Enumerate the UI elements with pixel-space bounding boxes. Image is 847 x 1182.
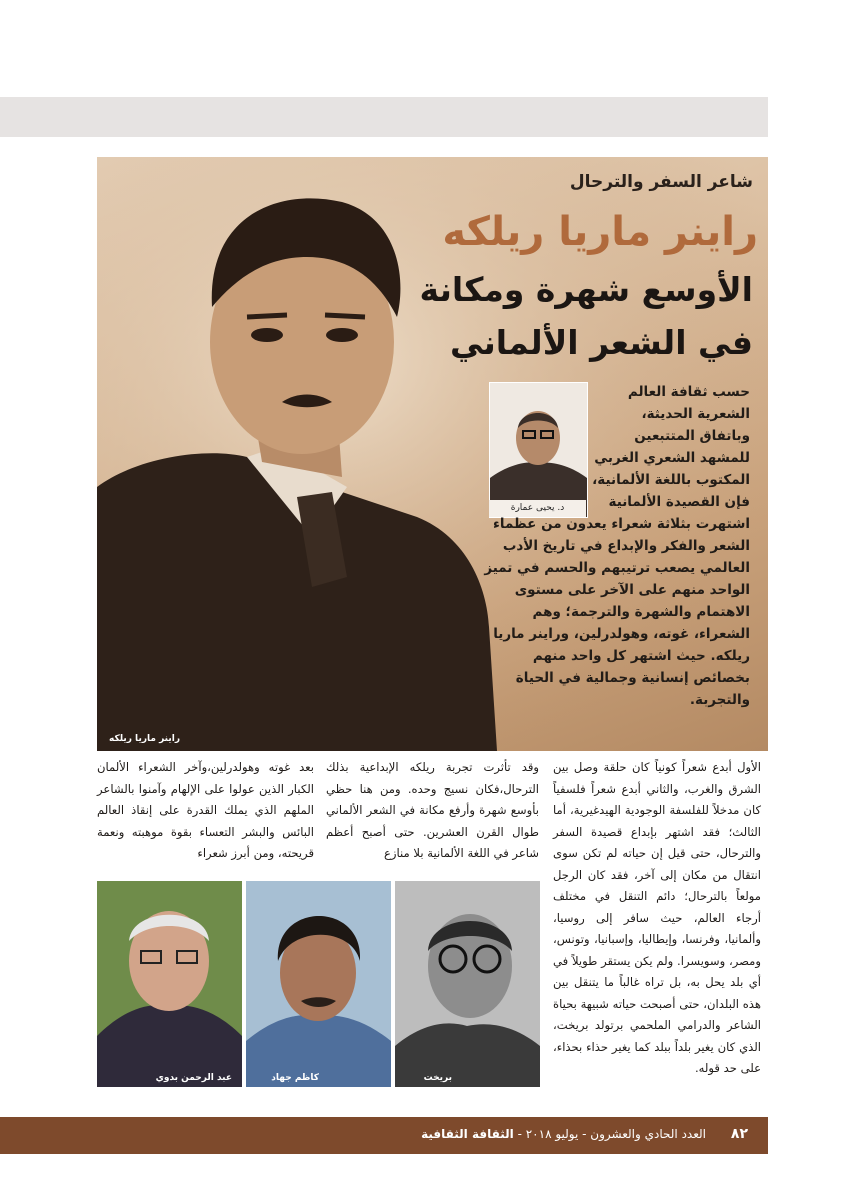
photo-brecht (395, 881, 540, 1087)
body-column-2: وقد تأثرت تجربة ريلكه الإبداعية بذلك الترحال،فكان نسيج وحده. ومن هنا حظي بأوسع شهرة وأرفع مكانة في الشعر الألماني طوال القرن العشرين. حتى أصبح أعظم شاعر في اللغة الألمانية بلا منازع (326, 760, 539, 860)
article-kicker: شاعر السفر والترحال (569, 172, 753, 192)
body-column-3: بعد غوته وهولدرلين،وآخر الشعراء الألمان الكبار الذين عولوا على الإلهام وآمنوا بالشاعر الملهم الذي يملك القدرة على إنقاذ العالم البائس والبشر التعساء بقوة موهبته ونعمة قريحته، ومن أبرز شعراء (97, 760, 314, 860)
page-footer (0, 1117, 768, 1154)
footer-magazine-name: الثقافة الثقافية (421, 1127, 514, 1141)
hero-section (97, 157, 768, 751)
body-column-1: الأول أبدع شعراً كونياً كان حلقة وصل بين الشرق والغرب، والثاني أبدع شعراً فلسفياً كان مدخلاً للفلسفة الوجودية الهيدغيرية، أما الثالث؛ فقد اشتهر بإبداع قصيدة السفر والترحال، حتى قيل إن حياته لم تكن سوى انتقال من مكان إلى آخر، فقد كان الرجل مولعاً بالترحال؛ دائم التنقل في مختلف أرجاء العالم، حيث سافر إلى روسيا، وألمانيا، وفرنسا، وإيطاليا، وإسبانيا، وتونس، ومصر، وسويسرا. ولم يكن يستقر طويلاً في أي بلد يحل به، بل تراه غالباً ما يتنقل بين هذه البلدان، حتى أصبحت حياته شبيهة بحياة الشاعر والدرامي الملحمي برتولد بريخت، الذي كان يغير بلداً ببلد كما يغير حذاء بحذاء، على حد قوله. (553, 760, 761, 1075)
top-band (0, 97, 768, 137)
article-subtitle-line2: في الشعر الألماني (450, 323, 753, 362)
intro-text-top: حسب ثقافة العالم الشعرية الحديثة، وباتفاق المتتبعين للمشهد الشعري الغربي المكتوب باللغة الألمانية، فإن القصيدة الألمانية (592, 384, 750, 510)
page-number: ٨٢ (730, 1126, 748, 1142)
photo-caption-kazem-jihad: كاظم جهاد (271, 1073, 319, 1083)
photo-caption-brecht: بريخت (423, 1073, 452, 1083)
footer-issue-info (421, 1127, 706, 1141)
footer-issue: العدد الحادي والعشرون - يوليو ٢٠١٨ - (517, 1127, 706, 1141)
intro-text-bottom: اشتهرت بثلاثة شعراء يعدون من عظماء الشعر والفكر والإبداع في تاريخ الأدب العالمي يصعب ترتيبهم والحسم في تميز الواحد منهم على الآخر على مستوى الاهتمام والشهرة والترجمة؛ وهم الشعراء، غوته، وهولدرلين، وراينر ماريا ريلكه. حيث اشتهر كل واحد منهم بخصائص إنسانية وجمالية في الحياة والتجربة. (484, 516, 750, 708)
author-name: د. يحيى عمارة (489, 500, 586, 517)
article-title: راينر ماريا ريلكه (442, 209, 758, 255)
author-photo (489, 382, 588, 518)
photo-badawi (97, 881, 242, 1087)
hero-photo-caption: راينر ماريا ريلكه (109, 734, 181, 744)
photo-caption-badawi: عبد الرحمن بدوي (155, 1073, 232, 1083)
photo-kazem-jihad (246, 881, 391, 1087)
article-subtitle-line1: الأوسع شهرة ومكانة (419, 270, 753, 309)
